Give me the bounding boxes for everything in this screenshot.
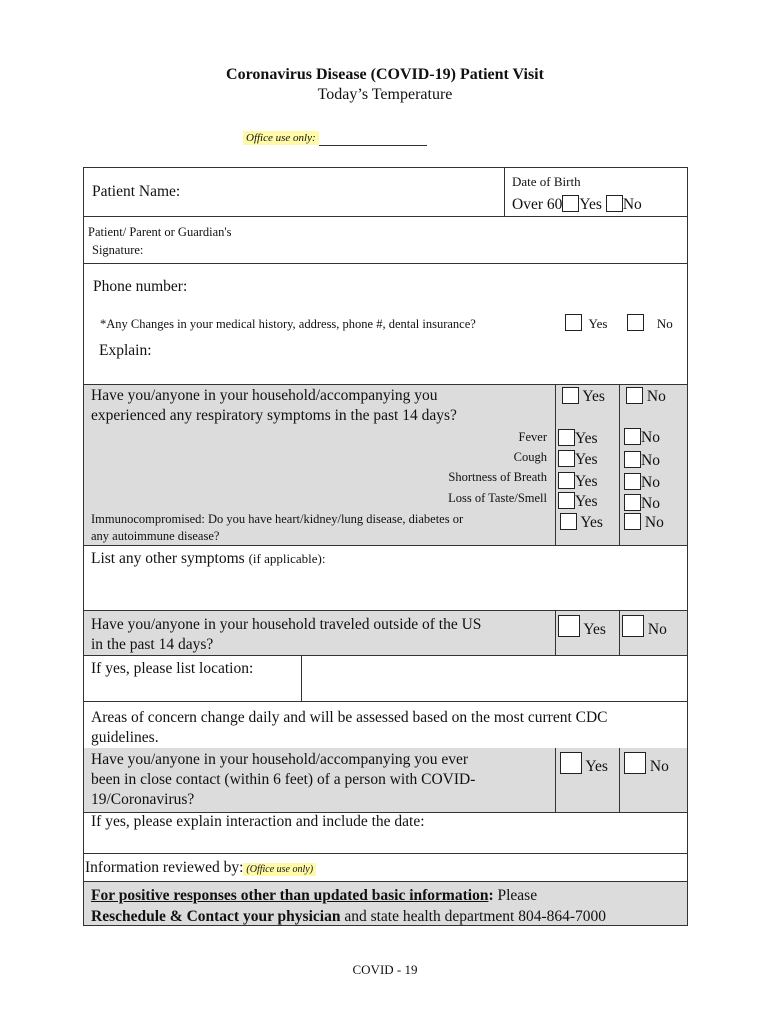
other-symptoms-row <box>84 545 687 610</box>
concern-text: Areas of concern change daily and will be assessed based on the most current CDC guidelines. <box>91 709 608 746</box>
page-footer: COVID - 19 <box>352 962 418 977</box>
symptoms-question: Have you/anyone in your household/accompanying you experienced any respiratory symptoms in the past 14 days? <box>91 387 457 424</box>
dob-label: Date of Birth <box>512 174 581 189</box>
symptom-taste-label: Loss of Taste/Smell <box>448 491 547 505</box>
contact-yes-checkbox[interactable] <box>560 752 582 774</box>
over60-yes-label: Yes <box>579 196 602 213</box>
form-title: Coronavirus Disease (COVID-19) Patient Visit <box>226 66 544 83</box>
over60-field <box>512 195 642 214</box>
symptom-fever-label: Fever <box>518 430 547 444</box>
immuno-no-checkbox[interactable] <box>624 513 641 530</box>
contact-explain-label: If yes, please explain interaction and include the date: <box>91 813 425 830</box>
form-subtitle: Today’s Temperature <box>317 86 453 103</box>
fever-no-checkbox[interactable] <box>624 428 641 445</box>
other-symptoms-label: List any other symptoms (if applicable): <box>91 550 326 567</box>
taste-no-checkbox[interactable] <box>624 494 641 511</box>
cough-yes-checkbox[interactable] <box>558 450 575 467</box>
changes-yes-checkbox[interactable] <box>565 314 582 331</box>
symptom-breath-label: Shortness of Breath <box>448 470 547 484</box>
reviewed-row <box>84 853 687 881</box>
signature-label-line1: Patient/ Parent or Guardian's <box>88 225 232 239</box>
patient-name-label: Patient Name: <box>92 183 181 200</box>
office-use-field <box>243 128 427 146</box>
patient-name-row <box>84 168 687 216</box>
over60-label: Over 60 <box>512 196 563 213</box>
travel-no-checkbox[interactable] <box>622 615 644 637</box>
immuno-question: Immunocompromised: Do you have heart/kidney/lung disease, diabetes or any autoimmune disease? <box>91 512 464 543</box>
symptoms-yes-checkbox[interactable] <box>562 387 579 404</box>
contact-question: Have you/anyone in your household/accompanying you ever been in close contact (within 6 feet) of a person with COVID- 19/Coronavirus? <box>91 751 476 808</box>
signature-label-line2: Signature: <box>92 243 144 257</box>
notice-section <box>84 881 687 925</box>
notice-text: For positive responses other than updated basic information: Please Reschedule & Contact your physician and state health department 804-864-7000 <box>91 887 607 925</box>
breath-no-checkbox[interactable] <box>624 473 641 490</box>
over60-no-label: No <box>622 196 642 213</box>
changes-options <box>565 314 673 332</box>
immuno-yes-checkbox[interactable] <box>560 513 577 530</box>
location-label: If yes, please list location: <box>91 660 254 677</box>
travel-yes-checkbox[interactable] <box>558 615 580 637</box>
over60-no-checkbox[interactable] <box>606 195 623 212</box>
patient-visit-form <box>83 167 688 926</box>
phone-row <box>84 263 687 384</box>
location-row <box>84 655 687 701</box>
changes-no-label: No <box>656 316 673 331</box>
fever-yes-checkbox[interactable] <box>558 429 575 446</box>
contact-explain-row <box>84 812 687 853</box>
contact-no-checkbox[interactable] <box>624 752 646 774</box>
reviewed-label: Information reviewed by: (Office use only) <box>85 859 316 877</box>
symptoms-no-checkbox[interactable] <box>626 387 643 404</box>
changes-no-checkbox[interactable] <box>627 314 644 331</box>
phone-label: Phone number: <box>93 278 188 295</box>
signature-row <box>84 216 687 263</box>
taste-yes-checkbox[interactable] <box>558 492 575 509</box>
symptoms-section: Have you/anyone in your household/accompanying you experienced any respiratory symptoms in the past 14 days? Yes No Fever Yes No Cough Yes No Shortness of Breath Yes No Loss of Taste/Smell Yes No Immunocompromised: Do you have heart/kidney/lung disease, diabetes or any autoimmune disease? Yes No <box>84 384 687 545</box>
office-use-blank[interactable] <box>319 132 427 146</box>
travel-section: Have you/anyone in your household traveled outside of the US in the past 14 days? Yes No <box>84 610 687 655</box>
cough-no-checkbox[interactable] <box>624 451 641 468</box>
changes-yes-label: Yes <box>588 316 608 331</box>
changes-question: *Any Changes in your medical history, address, phone #, dental insurance? <box>100 317 476 331</box>
office-use-label: Office use only: <box>243 131 319 145</box>
concern-row <box>84 701 687 748</box>
contact-section: Have you/anyone in your household/accompanying you ever been in close contact (within 6 feet) of a person with COVID- 19/Coronavirus? Yes No <box>84 748 687 812</box>
explain-label: Explain: <box>99 342 152 359</box>
breath-yes-checkbox[interactable] <box>558 472 575 489</box>
over60-yes-checkbox[interactable] <box>562 195 579 212</box>
travel-question: Have you/anyone in your household traveled outside of the US in the past 14 days? <box>91 616 482 653</box>
symptom-cough-label: Cough <box>513 450 547 464</box>
